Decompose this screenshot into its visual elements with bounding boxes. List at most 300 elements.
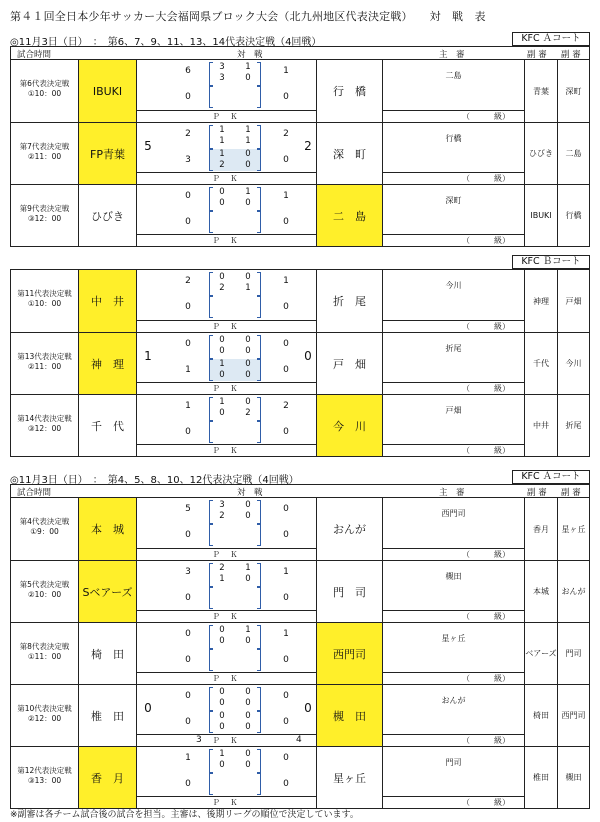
pk-result-a: 0: [144, 701, 152, 715]
match-label: 第14代表決定戦: [17, 414, 72, 423]
score-total: 1: [185, 401, 191, 411]
half-score: 2: [245, 408, 251, 418]
score-total: 0: [283, 365, 289, 375]
assistant-referee-1: IBUKI: [525, 185, 558, 246]
half-score: 0: [245, 397, 251, 407]
bracket-left: [209, 272, 213, 296]
match-time-cell: [11, 395, 79, 456]
match-time-cell: [11, 270, 79, 332]
extra-score: 0: [219, 722, 225, 732]
referee-cell: [383, 747, 525, 808]
half-score: 0: [245, 574, 251, 584]
match-row: [11, 622, 589, 684]
match-row: [11, 684, 589, 746]
column-header-match: 対 戦: [237, 50, 263, 60]
referee-cell: [383, 185, 525, 246]
assistant-referee-1: 本城: [525, 561, 558, 622]
referee-grade: （ 級）: [383, 172, 524, 184]
match-row: [11, 122, 589, 184]
section-header: [10, 470, 590, 484]
half-score: 0: [245, 760, 251, 770]
referee-cell: [383, 623, 525, 684]
half-score: 0: [219, 408, 225, 418]
column-header-referee: 主 審: [439, 488, 465, 498]
pk-score-b: 4: [296, 735, 302, 745]
score-total: 1: [185, 365, 191, 375]
kickoff-time: ①11：00: [27, 652, 62, 661]
extra-score: 1: [219, 359, 225, 369]
pk-result-a: 1: [144, 349, 152, 363]
team-b: 西門司: [317, 623, 383, 684]
match-row: [11, 184, 589, 246]
score-total: 0: [283, 717, 289, 727]
court-label: KFC Ａコート: [512, 470, 590, 484]
halves-bracket: [209, 500, 261, 524]
bracket-right: [257, 421, 261, 443]
bracket-left: [209, 687, 213, 711]
match-row: [11, 560, 589, 622]
halves-bracket: [209, 335, 261, 359]
referee-grade: （ 級）: [383, 444, 524, 456]
bracket-right: [257, 625, 261, 649]
referee-grade: （ 級）: [383, 548, 524, 560]
half-score: 0: [245, 335, 251, 345]
column-header-time: 試合時間: [17, 50, 52, 60]
bracket-right: [257, 773, 261, 795]
half-score: 0: [245, 346, 251, 356]
referee-cell: [383, 333, 525, 394]
team-a: 千 代: [79, 395, 137, 456]
bracket-right: [257, 149, 261, 171]
section-header: [10, 32, 590, 46]
column-header-ar2: 副 審: [561, 50, 581, 60]
assistant-referee-1: 神理: [525, 270, 558, 332]
match-row: [11, 270, 589, 332]
half-score: 0: [245, 73, 251, 83]
bracket-right: [257, 187, 261, 211]
extra-time-bracket: [209, 296, 261, 318]
extra-time-bracket: [209, 86, 261, 108]
half-score: 1: [219, 749, 225, 759]
half-score: 0: [219, 272, 225, 282]
score-total: 0: [185, 339, 191, 349]
referee-grade: （ 級）: [383, 110, 524, 122]
score-total: 0: [283, 691, 289, 701]
half-score: 0: [245, 687, 251, 697]
bracket-right: [257, 524, 261, 546]
half-score: 0: [245, 198, 251, 208]
score-total: 5: [185, 504, 191, 514]
column-header-row: [10, 484, 590, 497]
team-a: ひびき: [79, 185, 137, 246]
referee-grade: （ 級）: [383, 320, 524, 332]
match-time-cell: [11, 498, 79, 560]
referee-name: 星ヶ丘: [441, 634, 466, 643]
score-total: 0: [185, 92, 191, 102]
score-total: 3: [185, 155, 191, 165]
referee-cell: [383, 123, 525, 184]
halves-bracket: [209, 563, 261, 587]
court-label: KFC Ｂコート: [512, 255, 590, 269]
kickoff-time: ③12：00: [27, 214, 62, 223]
pk-result-b: 0: [304, 349, 312, 363]
referee-name: おんが: [441, 696, 466, 705]
pk-label: Ｐ Ｋ: [137, 234, 317, 246]
match-label: 第8代表決定戦: [19, 642, 70, 651]
half-score: 2: [219, 511, 225, 521]
section-header: [10, 255, 590, 269]
bracket-right: [257, 125, 261, 149]
bracket-left: [209, 335, 213, 359]
assistant-referee-1: ひびき: [525, 123, 558, 184]
score-total: 0: [185, 629, 191, 639]
match-label: 第4代表決定戦: [19, 517, 70, 526]
kickoff-time: ②11：00: [27, 362, 62, 371]
bracket-left: [209, 524, 213, 546]
kickoff-time: ①9：00: [30, 527, 59, 536]
column-header-ar1: 副 審: [527, 488, 547, 498]
referee-grade: （ 級）: [383, 734, 524, 746]
referee-grade: （ 級）: [383, 382, 524, 394]
half-score: 3: [219, 73, 225, 83]
score-total: 0: [283, 593, 289, 603]
pk-label: Ｐ Ｋ: [137, 734, 317, 746]
match-table: [10, 497, 590, 809]
half-score: 1: [245, 62, 251, 72]
bracket-left: [209, 125, 213, 149]
assistant-referee-2: 門司: [565, 649, 582, 658]
match-time-cell: [11, 623, 79, 684]
assistant-referee-1: 青葉: [525, 60, 558, 122]
half-score: 3: [219, 500, 225, 510]
extra-time-bracket: [209, 587, 261, 609]
half-score: 0: [245, 698, 251, 708]
assistant-referee-1: ベアーズ: [525, 623, 558, 684]
score-total: 1: [283, 567, 289, 577]
kickoff-time: ②10：00: [27, 590, 62, 599]
match-row: [11, 332, 589, 394]
referee-grade: （ 級）: [383, 796, 524, 808]
half-score: 0: [219, 346, 225, 356]
pk-label: Ｐ Ｋ: [137, 610, 317, 622]
score-total: 0: [185, 717, 191, 727]
referee-cell: [383, 498, 525, 560]
score-total: 0: [283, 339, 289, 349]
bracket-right: [257, 272, 261, 296]
pk-label: Ｐ Ｋ: [137, 320, 317, 332]
team-b: おんが: [317, 498, 383, 560]
match-time-cell: [11, 123, 79, 184]
halves-bracket: [209, 125, 261, 149]
referee-name: 行橋: [445, 134, 462, 143]
half-score: 0: [219, 187, 225, 197]
extra-score: 0: [245, 370, 251, 380]
bracket-right: [257, 500, 261, 524]
score-total: 0: [283, 655, 289, 665]
match-table: [10, 59, 590, 247]
half-score: 1: [219, 136, 225, 146]
score-total: 2: [283, 129, 289, 139]
half-score: 0: [219, 698, 225, 708]
bracket-left: [209, 773, 213, 795]
pk-label: Ｐ Ｋ: [137, 110, 317, 122]
team-a: 中 井: [79, 270, 137, 332]
kickoff-time: ①10：00: [27, 89, 62, 98]
score-total: 0: [185, 655, 191, 665]
assistant-referee-2: 今川: [565, 359, 582, 368]
column-header-row: [10, 46, 590, 59]
pk-label: Ｐ Ｋ: [137, 444, 317, 456]
bracket-left: [209, 649, 213, 671]
bracket-left: [209, 625, 213, 649]
team-b: 槻 田: [317, 685, 383, 746]
bracket-left: [209, 563, 213, 587]
half-score: 1: [219, 397, 225, 407]
extra-score: 0: [245, 160, 251, 170]
match-time-cell: [11, 561, 79, 622]
half-score: 0: [219, 625, 225, 635]
match-time-cell: [11, 685, 79, 746]
section-date: ◎11月3日（日） ： 第6、7、9、11、13、14代表決定戦（4回戦）: [10, 37, 322, 48]
match-label: 第10代表決定戦: [17, 704, 72, 713]
half-score: 0: [245, 511, 251, 521]
referee-cell: [383, 685, 525, 746]
half-score: 1: [219, 125, 225, 135]
team-b: 二 島: [317, 185, 383, 246]
score-total: 0: [185, 691, 191, 701]
bracket-left: [209, 149, 213, 171]
half-score: 0: [219, 198, 225, 208]
assistant-referee-2: 二島: [565, 149, 582, 158]
bracket-right: [257, 86, 261, 108]
extra-time-bracket: [209, 421, 261, 443]
match-time-cell: [11, 747, 79, 808]
halves-bracket: [209, 749, 261, 773]
assistant-referee-2: 深町: [565, 86, 582, 96]
assistant-referee-2: 西門司: [561, 711, 586, 720]
bracket-right: [257, 749, 261, 773]
half-score: 3: [219, 62, 225, 72]
team-a: 椎 田: [79, 685, 137, 746]
score-total: 1: [283, 629, 289, 639]
bracket-right: [257, 587, 261, 609]
match-table: [10, 269, 590, 457]
score-total: 0: [185, 427, 191, 437]
extra-score: 0: [219, 711, 225, 721]
half-score: 0: [219, 636, 225, 646]
score-total: 0: [283, 217, 289, 227]
score-total: 0: [185, 779, 191, 789]
pk-result-b: 2: [304, 139, 312, 153]
column-header-ar2: 副 審: [561, 488, 581, 498]
half-score: 0: [245, 272, 251, 282]
match-row: [11, 498, 589, 560]
pk-label: Ｐ Ｋ: [137, 172, 317, 184]
referee-name: 戸畑: [445, 406, 462, 415]
half-score: 1: [245, 625, 251, 635]
referee-cell: [383, 395, 525, 456]
extra-score: 0: [245, 711, 251, 721]
score-total: 0: [283, 155, 289, 165]
extra-time-bracket: [209, 149, 261, 171]
match-label: 第9代表決定戦: [19, 204, 70, 213]
assistant-referee-2: 槻田: [565, 773, 582, 782]
pk-result-b: 0: [304, 701, 312, 715]
score-total: 1: [185, 753, 191, 763]
half-score: 1: [245, 136, 251, 146]
score-total: 1: [283, 66, 289, 76]
bracket-right: [257, 563, 261, 587]
bracket-left: [209, 749, 213, 773]
match-row: [11, 60, 589, 122]
match-row: [11, 746, 589, 808]
kickoff-time: ②11：00: [27, 152, 62, 161]
column-header-referee: 主 審: [439, 50, 465, 60]
match-time-cell: [11, 60, 79, 122]
referee-name: 西門司: [441, 509, 466, 518]
score-total: 3: [185, 567, 191, 577]
half-score: 1: [219, 574, 225, 584]
referee-cell: [383, 561, 525, 622]
halves-bracket: [209, 272, 261, 296]
half-score: 0: [245, 749, 251, 759]
half-score: 1: [245, 187, 251, 197]
bracket-right: [257, 211, 261, 233]
assistant-referee-2: おんが: [561, 587, 586, 596]
pk-label: Ｐ Ｋ: [137, 672, 317, 684]
half-score: 2: [219, 563, 225, 573]
bracket-right: [257, 687, 261, 711]
halves-bracket: [209, 687, 261, 711]
column-header-match: 対 戦: [237, 488, 263, 498]
score-total: 0: [283, 92, 289, 102]
score-total: 6: [185, 66, 191, 76]
page-title: 第４１回全日本少年サッカー大会福岡県ブロック大会（北九州地区代表決定戦） 対 戦 表: [10, 10, 486, 23]
assistant-referee-2: 星ヶ丘: [561, 524, 586, 534]
bracket-left: [209, 359, 213, 381]
referee-cell: [383, 270, 525, 332]
score-total: 2: [185, 276, 191, 286]
half-score: 1: [245, 283, 251, 293]
half-score: 1: [245, 563, 251, 573]
half-score: 0: [219, 687, 225, 697]
score-total: 0: [283, 530, 289, 540]
score-total: 1: [283, 276, 289, 286]
kickoff-time: ③13：00: [27, 776, 62, 785]
extra-time-bracket: [209, 711, 261, 733]
score-total: 0: [283, 753, 289, 763]
halves-bracket: [209, 397, 261, 421]
halves-bracket: [209, 62, 261, 86]
referee-name: 折尾: [445, 344, 462, 353]
match-label: 第12代表決定戦: [17, 766, 72, 775]
assistant-referee-2: 折尾: [565, 421, 582, 430]
court-label: KFC Ａコート: [512, 32, 590, 46]
extra-time-bracket: [209, 773, 261, 795]
team-b: 星ヶ丘: [317, 747, 383, 808]
pk-score-a: 3: [196, 735, 202, 745]
bracket-left: [209, 397, 213, 421]
team-a: IBUKI: [79, 60, 137, 122]
extra-time-bracket: [209, 359, 261, 381]
score-total: 0: [185, 302, 191, 312]
score-total: 0: [283, 302, 289, 312]
score-total: 0: [185, 217, 191, 227]
team-b: 深 町: [317, 123, 383, 184]
match-row: [11, 394, 589, 456]
referee-grade: （ 級）: [383, 672, 524, 684]
bracket-right: [257, 711, 261, 733]
bracket-left: [209, 587, 213, 609]
bracket-right: [257, 359, 261, 381]
bracket-left: [209, 296, 213, 318]
half-score: 0: [245, 636, 251, 646]
team-b: 折 尾: [317, 270, 383, 332]
team-a: FP青葉: [79, 123, 137, 184]
bracket-right: [257, 397, 261, 421]
halves-bracket: [209, 187, 261, 211]
extra-score: 0: [219, 370, 225, 380]
pk-result-a: 5: [144, 139, 152, 153]
team-b: 行 橋: [317, 60, 383, 122]
referee-grade: （ 級）: [383, 234, 524, 246]
assistant-referee-1: 中井: [525, 395, 558, 456]
score-total: 0: [283, 779, 289, 789]
bracket-left: [209, 211, 213, 233]
team-a: 椅 田: [79, 623, 137, 684]
bracket-left: [209, 500, 213, 524]
match-label: 第5代表決定戦: [19, 580, 70, 589]
score-total: 0: [185, 530, 191, 540]
extra-score: 0: [245, 149, 251, 159]
match-label: 第6代表決定戦: [19, 79, 70, 88]
referee-name: 深町: [445, 196, 462, 205]
referee-name: 二島: [445, 71, 462, 80]
team-b: 戸 畑: [317, 333, 383, 394]
bracket-left: [209, 421, 213, 443]
extra-time-bracket: [209, 649, 261, 671]
assistant-referee-1: 椅田: [525, 685, 558, 746]
referee-name: 槻田: [445, 572, 462, 581]
score-total: 1: [283, 191, 289, 201]
half-score: 2: [219, 283, 225, 293]
column-header-ar1: 副 審: [527, 50, 547, 60]
referee-grade: （ 級）: [383, 610, 524, 622]
assistant-referee-2: 行橋: [565, 211, 582, 220]
bracket-left: [209, 187, 213, 211]
score-total: 0: [185, 191, 191, 201]
extra-score: 0: [245, 359, 251, 369]
extra-score: 2: [219, 160, 225, 170]
assistant-referee-2: 戸畑: [565, 296, 582, 306]
bracket-right: [257, 62, 261, 86]
referee-cell: [383, 60, 525, 122]
team-a: 香 月: [79, 747, 137, 808]
team-a: 本 城: [79, 498, 137, 560]
footnote: ※副審は各チーム試合後の試合を担当。主審は、後期リーグの順位で決定しています。: [10, 810, 359, 820]
assistant-referee-1: 椎田: [525, 747, 558, 808]
pk-label: Ｐ Ｋ: [137, 548, 317, 560]
kickoff-time: ①10：00: [27, 299, 62, 308]
kickoff-time: ②12：00: [27, 714, 62, 723]
extra-score: 0: [245, 722, 251, 732]
halves-bracket: [209, 625, 261, 649]
half-score: 1: [245, 125, 251, 135]
pk-label: Ｐ Ｋ: [137, 382, 317, 394]
team-b: 門 司: [317, 561, 383, 622]
pk-label: Ｐ Ｋ: [137, 796, 317, 808]
bracket-right: [257, 649, 261, 671]
